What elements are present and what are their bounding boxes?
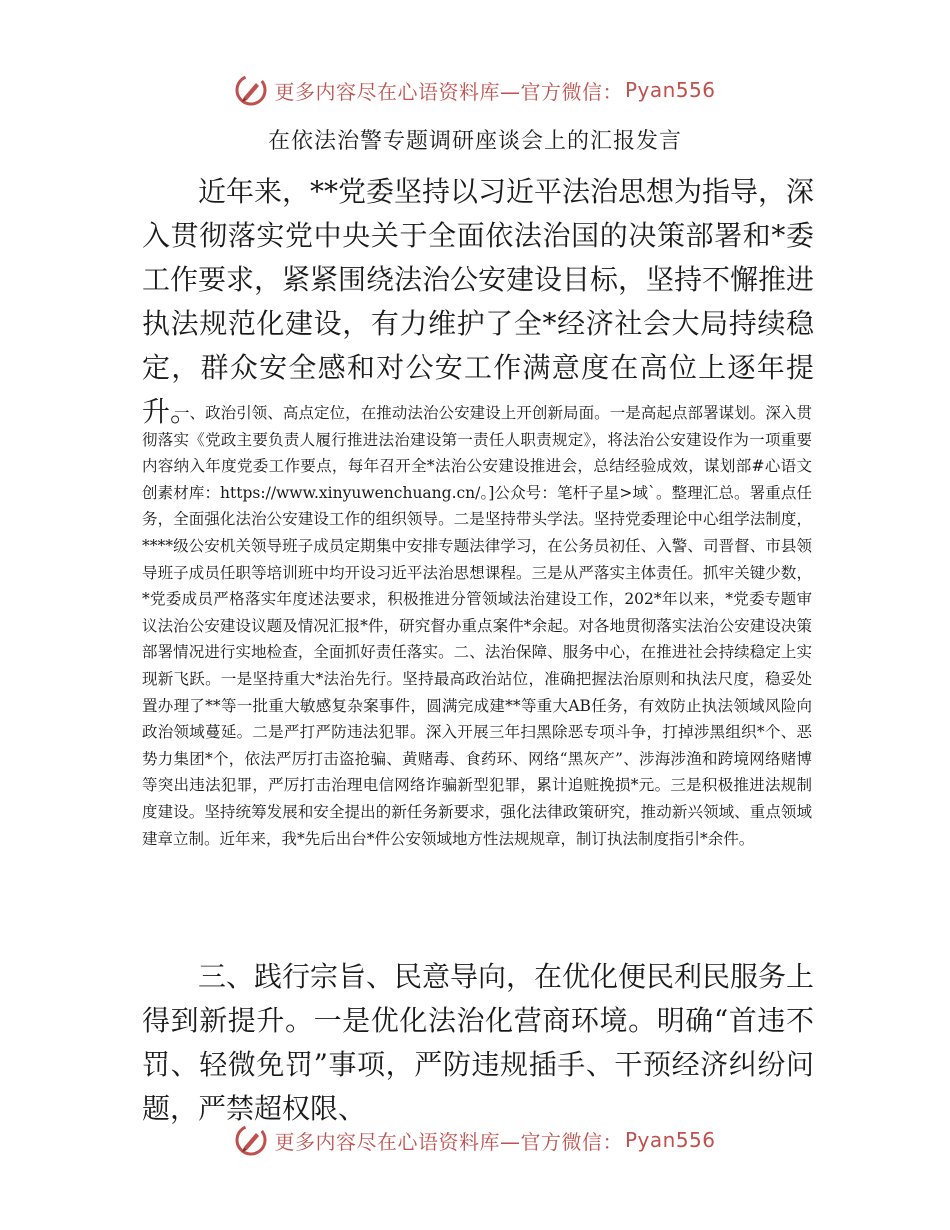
watermark-text: 更多内容尽在心语资料库—官方微信： [274, 79, 623, 104]
watermark-banner-bottom [0, 1122, 950, 1158]
watermark-wechat-id: Pyan556 [624, 1128, 716, 1152]
paragraph-sections-one-two: 一、政治引领、高点定位，在推动法治公安建设上开创新局面。一是高起点部署谋划。深入贯彻落实《党政主要负责人履行推进法治建设第一责任人职责规定》，将法治公安建设作为一项重要内容纳入年度党委工作要点，每年召开全*法治公安建设推进会，总结经验成效，谋划部#心语文创素材库：https://www.xinyuwenchuang.cn/。]公众号：笔杆子星>域`。整理汇总。署重点任务，全面强化法治公安建设工作的组织领导。二是坚持带头学法。坚持党委理论中心组学法制度，****级公安机关领导班子成员定期集中安排专题法律学习，在公务员初任、入警、司晋督、市县领导班子成员任职等培训班中均开设习近平法治思想课程。三是从严落实主体责任。抓牢关键少数，*党委成员严格落实年度述法要求，积极推进分管领域法治建设工作，202*年以来，*党委专题审议法治公安建设议题及情况汇报*件，研究督办重点案件*余起。对各地贯彻落实法治公安建设决策部署情况进行实地检查，全面抓好责任落实。二、法治保障、服务中心，在推进社会持续稳定上实现新飞跃。一是坚持重大*法治先行。坚持最高政治站位，准确把握法治原则和执法尺度，稳妥处置办理了**等一批重大敏感复杂案事件，圆满完成建**等重大AB任务，有效防止执法领域风险向政治领域蔓延。二是严打严防违法犯罪。深入开展三年扫黑除恶专项斗争，打掉涉黑组织*个、恶势力集团*个，依法严厉打击盗抢骗、黄赌毒、食药环、网络“黑灰产”、涉海涉渔和跨境网络赌博等突出违法犯罪，严厉打击治理电信网络诈骗新型犯罪，累计追赃挽损*元。三是积极推进法规制度建设。坚持统筹发展和安全提出的新任务新要求，强化法律政策研究，推动新兴领域、重点领域建章立制。近年来，我*先后出台*件公安领域地方性法规规章，制订执法制度指引*余件。 [142, 404, 812, 848]
paragraph-intro: 近年来，**党委坚持以习近平法治思想为指导，深入贯彻落实党中央关于全面依法治国的决策部署和*委工作要求，紧紧围绕法治公安建设目标，坚持不懈推进执法规范化建设，有力维护了全*经济社会大局持续稳定，群众安全感和对公安工作满意度在高位上逐年提升。 [142, 175, 815, 428]
pen-logo-icon [234, 73, 268, 107]
paragraph-section-three: 三、践行宗旨、民意导向，在优化便民利民服务上得到新提升。一是优化法治化营商环境。明确“首违不罚、轻微免罚”事项，严防违规插手、干预经济纠纷问题，严禁超权限、 [142, 960, 815, 1125]
watermark-wechat-id: Pyan556 [624, 78, 716, 102]
watermark-banner-top [0, 72, 950, 108]
document-title: 在依法治警专题调研座谈会上的汇报发言 [267, 129, 682, 154]
pen-logo-icon [234, 1123, 268, 1157]
watermark-text: 更多内容尽在心语资料库—官方微信： [274, 1129, 623, 1154]
